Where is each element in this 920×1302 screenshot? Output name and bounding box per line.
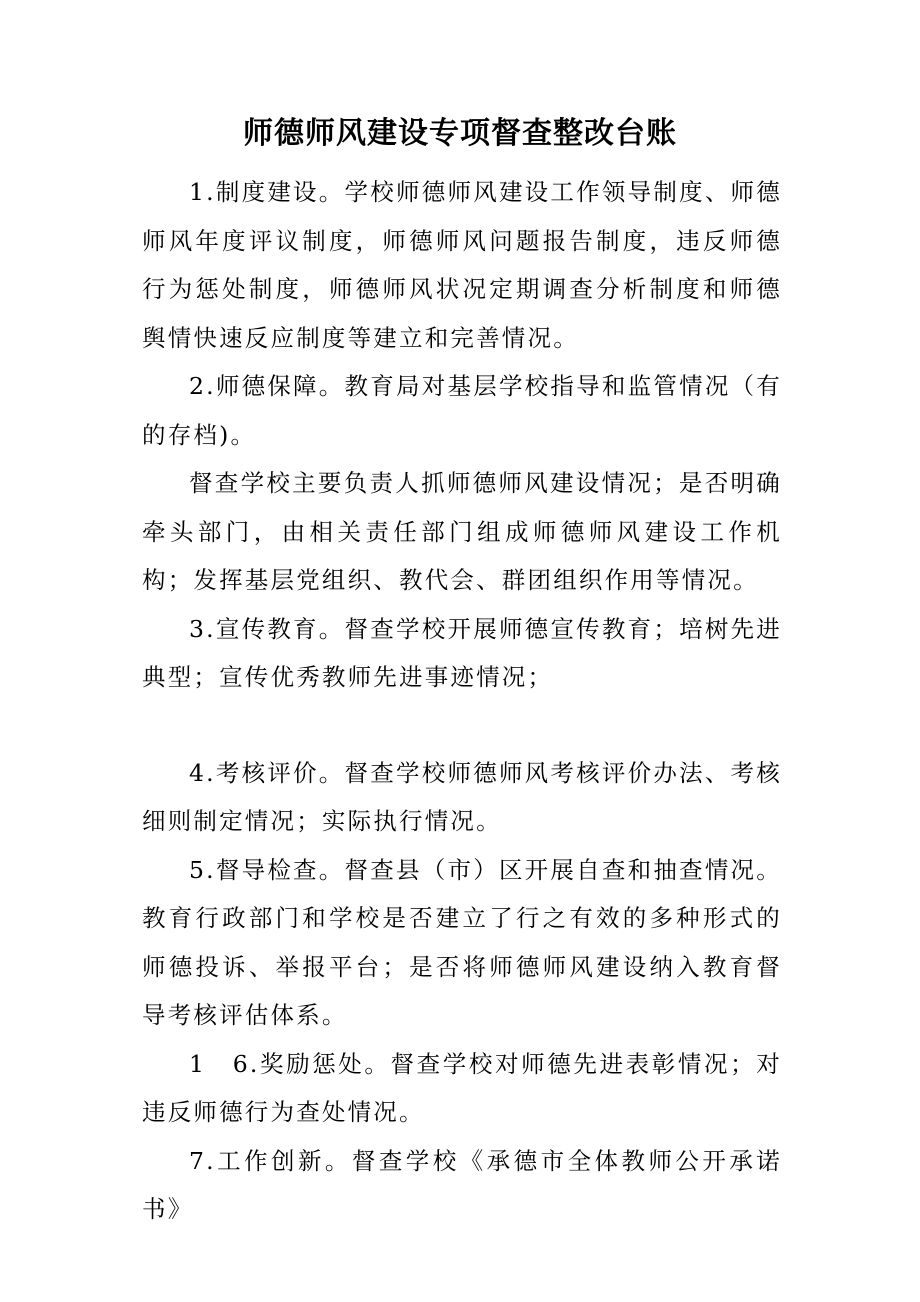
paragraph-system-building: 1.制度建设。学校师德师风建设工作领导制度、师德师风年度评议制度，师德师风问题报告制度，违反师德行为惩处制度，师德师风状况定期调查分析制度和师德舆情快速反应制度等建立和完善情况。 — [142, 178, 782, 352]
paragraph-inspection: 5.督导检查。督查县（市）区开展自查和抽查情况。教育行政部门和学校是否建立了行之有效的多种形式的师德投诉、举报平台；是否将师德师风建设纳入教育督导考核评估体系。 — [142, 855, 782, 1029]
paragraph-ethics-guarantee: 2.师德保障。教育局对基层学校指导和监管情况（有的存档)。 — [142, 372, 782, 449]
paragraph-assessment: 4.考核评价。督查学校师德师风考核评价办法、考核细则制定情况；实际执行情况。 — [142, 758, 782, 835]
paragraph-rewards-punishment: 1 6.奖励惩处。督查学校对师德先进表彰情况；对违反师德行为查处情况。 — [142, 1049, 782, 1126]
paragraph-work-innovation: 7.工作创新。督查学校《承德市全体教师公开承诺书》 — [142, 1146, 782, 1223]
document-body — [142, 168, 782, 1234]
paragraph-publicity-education: 3.宣传教育。督查学校开展师德宣传教育；培树先进典型；宣传优秀教师先进事迹情况； — [142, 614, 782, 691]
blank-line — [142, 702, 782, 749]
document-title: 师德师风建设专项督查整改台账 — [243, 116, 677, 151]
paragraph-supervision-leaders: 督查学校主要负责人抓师德师风建设情况；是否明确牵头部门，由相关责任部门组成师德师风建设工作机构；发挥基层党组织、教代会、群团组织作用等情况。 — [142, 469, 782, 594]
